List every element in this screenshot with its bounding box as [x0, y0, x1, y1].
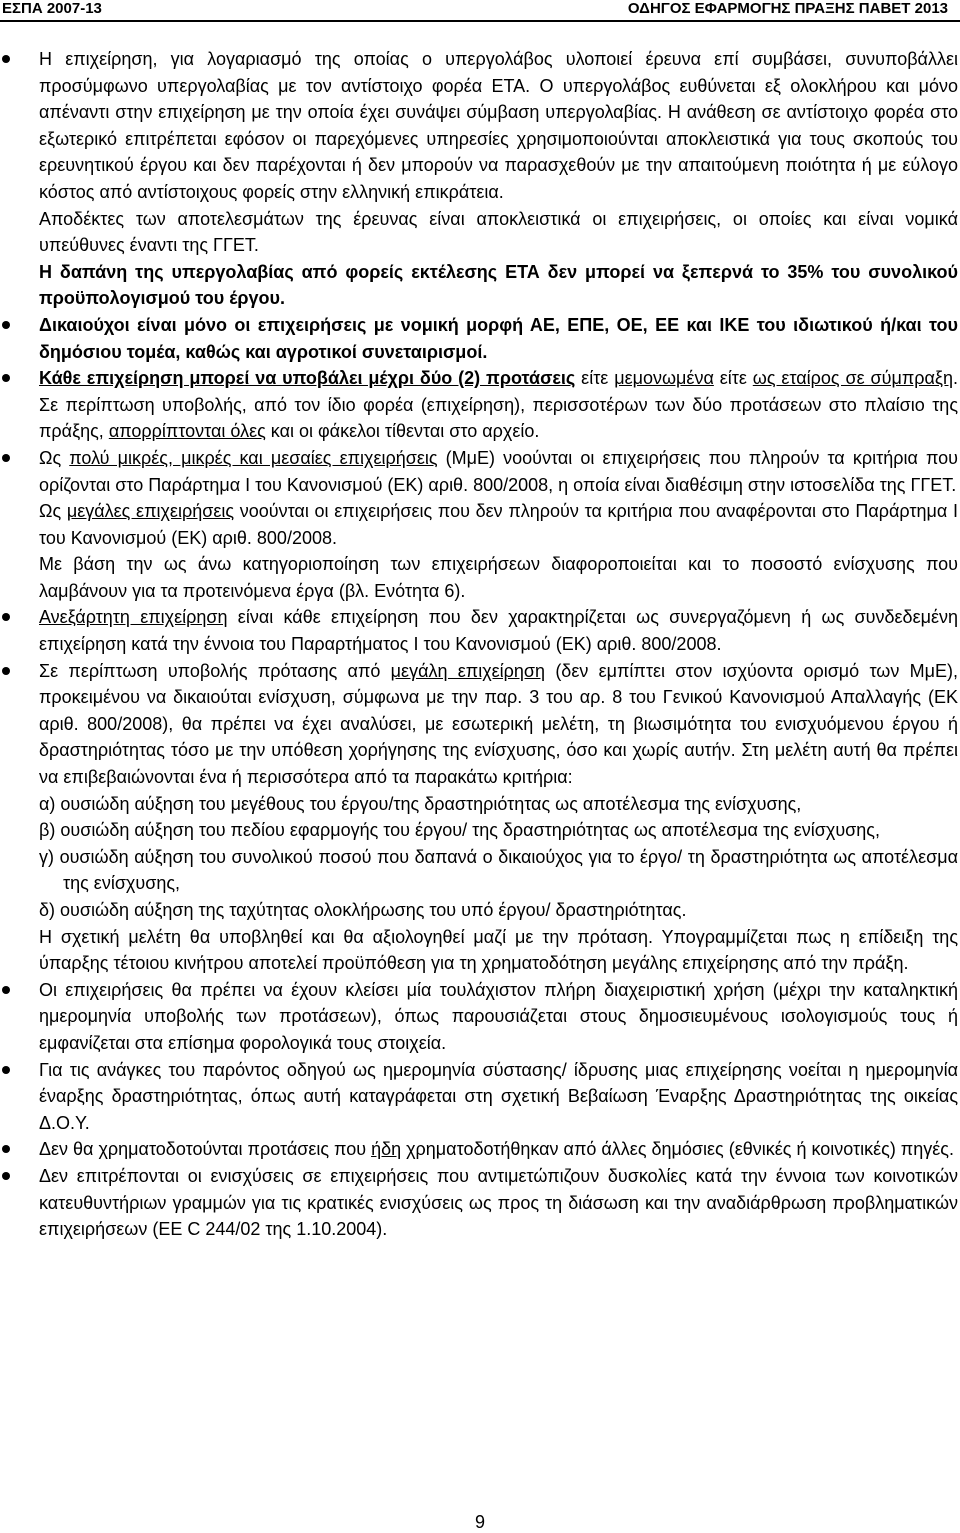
- document-body: [0, 46, 960, 1243]
- bullet-icon: [2, 1172, 10, 1180]
- paragraph-bold: Δικαιούχοι είναι μόνο οι επιχειρήσεις με νομική μορφή ΑΕ, ΕΠΕ, ΟΕ, ΕΕ και ΙΚΕ του ιδιωτικού ή/και του δημόσιου τομέα, καθώς και αγροτικοί συνεταιρισμοί.: [39, 314, 958, 362]
- bullet-icon: [2, 1066, 10, 1074]
- paragraph: Με βάση την ως άνω κατηγοριοποίηση των επιχειρήσεων διαφοροποιείται και το ποσοστό ενίσχυσης που λαμβάνουν για τα προτεινόμενα έργα (βλ. Ενότητα 6).: [39, 554, 958, 601]
- page-header: [0, 0, 960, 22]
- list-item: [0, 1163, 960, 1243]
- paragraph: Δεν θα χρηματοδοτούνται προτάσεις που ήδη χρηματοδοτήθηκαν από άλλες δημόσιες (εθνικές ή κοινοτικές) πηγές.: [39, 1139, 954, 1160]
- criterion-item: γ) ουσιώδη αύξηση του συνολικού ποσού που δαπανά ο δικαιούχος για το έργο/ τη δραστηριότητα ως αποτέλεσμα της ενίσχυσης,: [39, 846, 958, 894]
- paragraph: Ανεξάρτητη επιχείρηση είναι κάθε επιχείρηση που δεν χαρακτηρίζεται ως συνεργαζόμενη ή ως συνδεδεμένη επιχείρηση κατά την έννοια του Παραρτήματος Ι του Κανονισμού (ΕΚ) αριθ. 800/2008.: [39, 607, 959, 655]
- paragraph: Η επιχείρηση, για λογαριασμό της οποίας ο υπεργολάβος υλοποιεί έρευνα επί συμβάσει, συνυποβάλλει προσύμφωνο υπεργολαβίας με τον αντίστοιχο φορέα ΕΤΑ. Ο υπεργολάβος ευθύνεται εξ ολοκλήρου και μόνο απέναντι στην επιχείρηση με την οποία έχει συνάψει σύμβαση υπεργολαβίας. Η ανάθεση σε αντίστοιχο φορέα στο εξωτερικό επιτρέπεται εφόσον οι παρεχόμενες υπηρεσίες χρησιμοποιούνται αποκλειστικά για τους σκοπούς του ερευνητικού έργου και δεν παρέχονται ή δεν μπορούν να παρασχεθούν με την απαιτούμενη ποιότητα ή με εύλογο κόστος από αντίστοιχους φορείς στην ελληνική επικράτεια.: [39, 49, 958, 202]
- bullet-icon: [2, 454, 10, 462]
- list-item: [0, 1057, 960, 1137]
- bullet-icon: [2, 667, 10, 675]
- header-right: ΟΔΗΓΟΣ ΕΦΑΡΜΟΓΗΣ ΠΡΑΞΗΣ ΠΑΒΕΤ 2013: [627, 0, 948, 17]
- bullet-icon: [2, 321, 10, 329]
- bullet-icon: [2, 374, 10, 382]
- criterion-item: δ) ουσιώδη αύξηση της ταχύτητας ολοκλήρωσης του υπό έργου/ δραστηριότητας.: [39, 900, 687, 920]
- list-item: [0, 312, 960, 365]
- criterion-item: β) ουσιώδη αύξηση του πεδίου εφαρμογής του έργου/ της δραστηριότητας ως αποτέλεσμα της ενίσχυσης,: [39, 820, 880, 841]
- page-number: 9: [474, 1512, 485, 1532]
- bullet-icon: [2, 55, 10, 63]
- list-item: [0, 658, 960, 977]
- list-item: [0, 365, 960, 445]
- header-left: ΕΣΠΑ 2007-13: [2, 0, 102, 17]
- paragraph: Ως πολύ μικρές, μικρές και μεσαίες επιχειρήσεις (ΜμΕ) νοούνται οι επιχειρήσεις που πληρούν τα κριτήρια που ορίζονται στο Παράρτημα Ι του Κανονισμού (ΕΚ) αριθ. 800/2008, η οποία είναι διαθέσιμη στην ιστοσελίδα της ΓΓΕΤ.: [39, 447, 958, 495]
- paragraph: Κάθε επιχείρηση μπορεί να υποβάλει μέχρι δύο (2) προτάσεις είτε μεμονωμένα είτε ως εταίρος σε σύμπραξη. Σε περίπτωση υποβολής, από τον ίδιο φορέα (επιχείρηση), περισσοτέρων των δύο προτάσεων στο πλαίσιο της πράξης, απορρίπτονται όλες και οι φάκελοι τίθενται στο αρχείο.: [39, 368, 958, 442]
- list-item: [0, 46, 960, 312]
- paragraph: Δεν επιτρέπονται οι ενισχύσεις σε επιχειρήσεις που αντιμετώπιζουν δυσκολίες κατά την έννοια των κοινοτικών κατευθυντήριων γραμμών για τις κρατικές ενισχύσεις ως προς τη διάσωση και την αναδιάρθρωση προβληματικών επιχειρήσεων (ΕΕ C 244/02 της 1.10.2004).: [39, 1165, 958, 1240]
- paragraph: Οι επιχειρήσεις θα πρέπει να έχουν κλείσει μία τουλάχιστον πλήρη διαχειριστική χρήση (μέχρι την καταληκτική ημερομηνία υποβολής των προτάσεων), όπως παρουσιάζεται στους δημοσιευμένους ισολογισμούς τους ή εμφανίζεται στα επίσημα φορολογικά τους στοιχεία.: [39, 979, 958, 1053]
- list-item: [0, 604, 960, 657]
- criterion-item: α) ουσιώδη αύξηση του μεγέθους του έργου/της δραστηριότητας ως αποτέλεσμα της ενίσχυσης,: [39, 793, 802, 814]
- paragraph: Ως μεγάλες επιχειρήσεις νοούνται οι επιχειρήσεις που δεν πληρούν τα κριτήρια που αναφέρονται στο Παράρτημα Ι του Κανονισμού (ΕΚ) αριθ. 800/2008.: [39, 501, 958, 548]
- paragraph: Η σχετική μελέτη θα υποβληθεί και θα αξιολογηθεί μαζί με την πρόταση. Υπογραμμίζεται πως η επίδειξη της ύπαρξης τέτοιου κινήτρου αποτελεί προϋπόθεση για τη χρηματοδότηση μεγάλης επιχείρησης από την πράξη.: [39, 926, 958, 974]
- bullet-icon: [2, 613, 10, 621]
- paragraph: Για τις ανάγκες του παρόντος οδηγού ως ημερομηνία σύστασης/ ίδρυσης μιας επιχείρησης νοείται η ημερομηνία έναρξης δραστηριότητας, όπως αυτή καταγράφεται στη σχετική Βεβαίωση Έναρξης Δραστηριότητας της οικείας Δ.Ο.Υ.: [39, 1059, 958, 1133]
- list-item: [0, 445, 960, 605]
- list-item: [0, 1136, 960, 1163]
- paragraph: Σε περίπτωση υποβολής πρότασης από μεγάλη επιχείρηση (δεν εμπίπτει στον ισχύοντα ορισμό των ΜμΕ), προκειμένου να δικαιούται ενίσχυση, σύμφωνα με την παρ. 3 του αρ. 8 του Γενικού Κανονισμού Απαλλαγής (ΕΚ αριθ. 800/2008), θα πρέπει να έχει αναλύσει, με εσωτερική μελέτη, τη βιωσιμότητα του ενισχυόμενου έργου ή δραστηριότητας τόσο με την υπόθεση χορήγησης της ενίσχυσης, όσο και χωρίς αυτήν. Στη μελέτη αυτή θα πρέπει να επιβεβαιώνονται ένα ή περισσότερα από τα παρακάτω κριτήρια:: [39, 660, 958, 788]
- bullet-icon: [2, 1145, 10, 1153]
- paragraph: Αποδέκτες των αποτελεσμάτων της έρευνας είναι αποκλειστικά οι επιχειρήσεις, οι οποίες και είναι νομικά υπεύθυνες έναντι της ΓΓΕΤ.: [39, 208, 958, 256]
- list-item: [0, 977, 960, 1057]
- bullet-icon: [2, 986, 10, 994]
- paragraph-bold: Η δαπάνη της υπεργολαβίας από φορείς εκτέλεσης ΕΤΑ δεν μπορεί να ξεπερνά το 35% του συνολικού προϋπολογισμού του έργου.: [39, 261, 958, 309]
